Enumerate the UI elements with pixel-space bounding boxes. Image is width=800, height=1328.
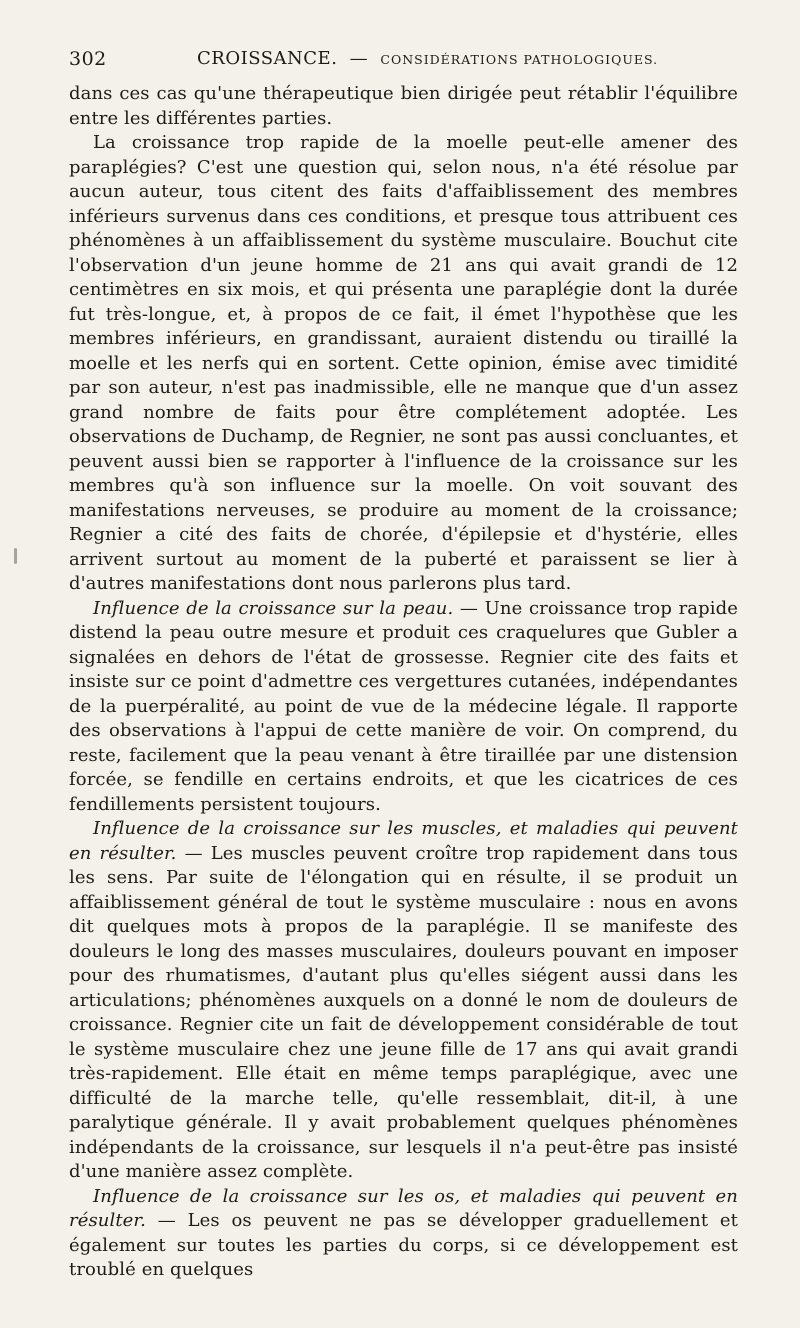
title-separator: — — [349, 48, 369, 69]
body-text — [69, 82, 738, 1283]
paragraph-moelle — [69, 131, 738, 597]
section-heading-muscles: Influence de la croissance sur les muscles, et maladies qui peuvent en résulter. — [69, 818, 738, 864]
section-heading-peau: Influence de la croissance sur la peau. — [93, 597, 460, 619]
paragraph-text: — Les os peuvent ne pas se développer graduellement et également sur toutes les parties du corps, si ce développement est troublé en quelques — [69, 1210, 738, 1280]
page-number: 302 — [69, 48, 107, 70]
paragraph-text: La croissance trop rapide de la moelle peut-elle amener des paraplégies? C'est une question qui, selon nous, n'a été résolue par aucun auteur, tous citent des faits d'affaiblissement des membres inférieurs survenus dans ces conditions, et presque tous attribuent ces phénomènes à un affaiblissement du système musculaire. Bouchut cite l'observation d'un jeune homme de 21 ans qui avait grandi de 12 centimètres en six mois, et qui présenta une paraplégie dont la durée fut très-longue, et, à propos de ce fait, il émet l'hypothèse que les membres inférieurs, en grandissant, auraient distendu ou tiraillé la moelle et les nerfs qui en sortent. Cette opinion, émise avec timidité par son auteur, n'est pas inadmissible, elle ne manque que d'un assez grand nombre de faits pour être complétement adoptée. Les observations de Duchamp, de Regnier, ne sont pas aussi concluantes, et peuvent aussi bien se rapporter à l'influence de la croissance sur les membres qu'à son influence sur la moelle. On voit souvant des manifestations nerveuses, se produire au moment de la croissance; Regnier a cité des faits de chorée, d'épilepsie et d'hystérie, elles arrivent surtout au moment de la puberté et paraissent se lier à d'autres manifestations dont nous parlerons plus tard. — [69, 132, 738, 594]
paragraph-text: dans ces cas qu'une thérapeutique bien dirigée peut rétablir l'équilibre entre les différentes parties. — [69, 83, 738, 129]
paragraph-peau — [69, 597, 738, 818]
paragraph-muscles — [69, 817, 738, 1185]
paragraph-text: — Une croissance trop rapide distend la peau outre mesure et produit ces craquelures que Gubler a signalées en dehors de l'état de grossesse. Regnier cite des faits et insiste sur ce point d'admettre ces vergettures cutanées, indépendantes de la puerpéralité, au point de vue de la médecine légale. Il rapporte des observations à l'appui de cette manière de voir. On comprend, du reste, facilement que la peau venant à être tiraillée par une distension forcée, se fendille en certains endroits, et que les cicatrices de ces fendillements persistent toujours. — [69, 597, 738, 815]
running-title — [197, 48, 658, 69]
paragraph-text: — Les muscles peuvent croître trop rapidement dans tous les sens. Par suite de l'élongation qui en résulte, il se produit un affaiblissement général de tout le système musculaire : nous en avons dit quelques mots à propos de la paraplégie. Il se manifeste des douleurs le long des masses musculaires, douleurs pouvant en imposer pour des rhumatismes, d'autant plus qu'elles siégent aussi dans les articulations; phénomènes auxquels on a donné le nom de douleurs de croissance. Regnier cite un fait de développement considérable de tout le système musculaire chez une jeune fille de 17 ans qui avait grandi très-rapidement. Elle était en même temps paraplégique, avec une difficulté de la marche telle, qu'elle ressemblait, dit-il, à une paralytique générale. Il y avait probablement quelques phénomènes indépendants de la croissance, sur lesquels il n'a peut-être pas insisté d'une manière assez complète. — [69, 842, 738, 1182]
margin-mark — [14, 548, 17, 564]
chapter-title: CROISSANCE. — [197, 48, 338, 69]
section-subtitle: CONSIDÉRATIONS PATHOLOGIQUES. — [380, 52, 659, 67]
section-heading-os: Influence de la croissance sur les os, et maladies qui peuvent en résulter. — [69, 1185, 738, 1231]
paragraph-os — [69, 1185, 738, 1283]
paragraph-continuation — [69, 82, 738, 131]
running-head — [69, 48, 738, 82]
